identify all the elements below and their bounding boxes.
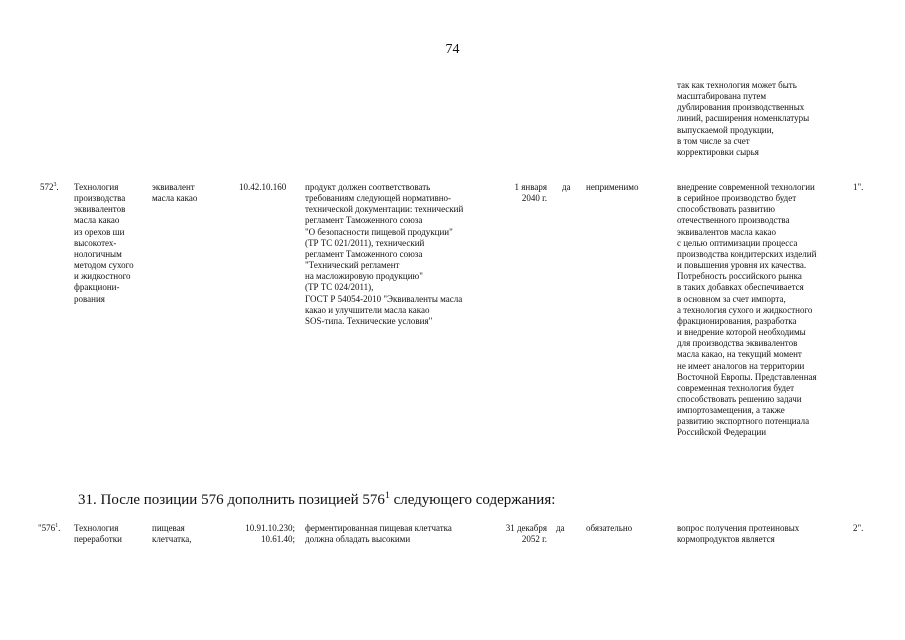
okpd-code: 10.91.10.230; 10.61.40; (245, 523, 295, 545)
position-number: "$576^1$. (38, 523, 61, 533)
position-number: $572^3$. (40, 182, 59, 192)
rationale-text: вопрос получения протеиновых кормопродуктов является (677, 523, 800, 545)
page-number: 74 (445, 42, 460, 57)
requirements-text: ферментированная пищевая клетчатка должна обладать высокими (305, 523, 452, 545)
requirement-status: обязательно (586, 523, 633, 533)
technology-name: Технология переработки (74, 523, 122, 545)
okpd-code: 10.42.10.160 (239, 182, 287, 192)
date: 31 декабря 2052 г. (505, 523, 547, 545)
product-name: эквивалент масла какао (152, 182, 198, 204)
technology-name: Технология производства эквивалентов масла какао из орехов ши высокотех- нологичным методом сухого и жидкостного фракциони- рования (74, 182, 134, 304)
yes-mark: да (556, 523, 565, 533)
requirements-text: продукт должен соответствовать требованиям следующей нормативно- технической документации: технический регламент Таможенного союза "О безопасности пищевой продукции" (ТР ТС 021/2011), технический регламент Таможенного союза "Технический регламент на масложировую продукцию" (ТР ТС 024/2011), ГОСТ Р 54054-2010 "Эквиваленты масла какао и улучшители масла какао SOS-типа. Технические условия" (305, 182, 464, 326)
continued-rationale-text: так как технология может быть масштабирована путем дублирования производственных линий, расширения номенклатуры выпускаемой продукции, в том числе за счет корректировки сырья (677, 80, 810, 157)
yes-mark: да (562, 182, 571, 192)
closing-mark: 2". (853, 523, 864, 533)
requirement-status: неприменимо (586, 182, 639, 192)
rationale-text: внедрение современной технологии в серийное производство будет способствовать развитию отечественного производства эквивалентов масла какао с целью оптимизации процесса производства кондитерских изделий и повышения уровня их качества. Потребность российского рынка в таких добавках обеспечивается в основном за счет импорта, а технология сухого и жидкостного фракционирования, разработка и внедрение которой необходимы для производства эквивалентов масла какао, на текущий момент не имеет аналогов на территории Восточной Европы. Представленная современная технология будет способствовать решению задачи импортозамещения, а также развитию экспортного потенциала Российской Федерации (677, 182, 817, 438)
closing-mark: 1". (853, 182, 864, 192)
date: 1 января 2040 г. (514, 182, 547, 204)
section-heading: 31. После позиции 576 дополнить позицией $576^1$ следующего содержания: (78, 490, 556, 508)
product-name: пищевая клетчатка, (152, 523, 192, 545)
